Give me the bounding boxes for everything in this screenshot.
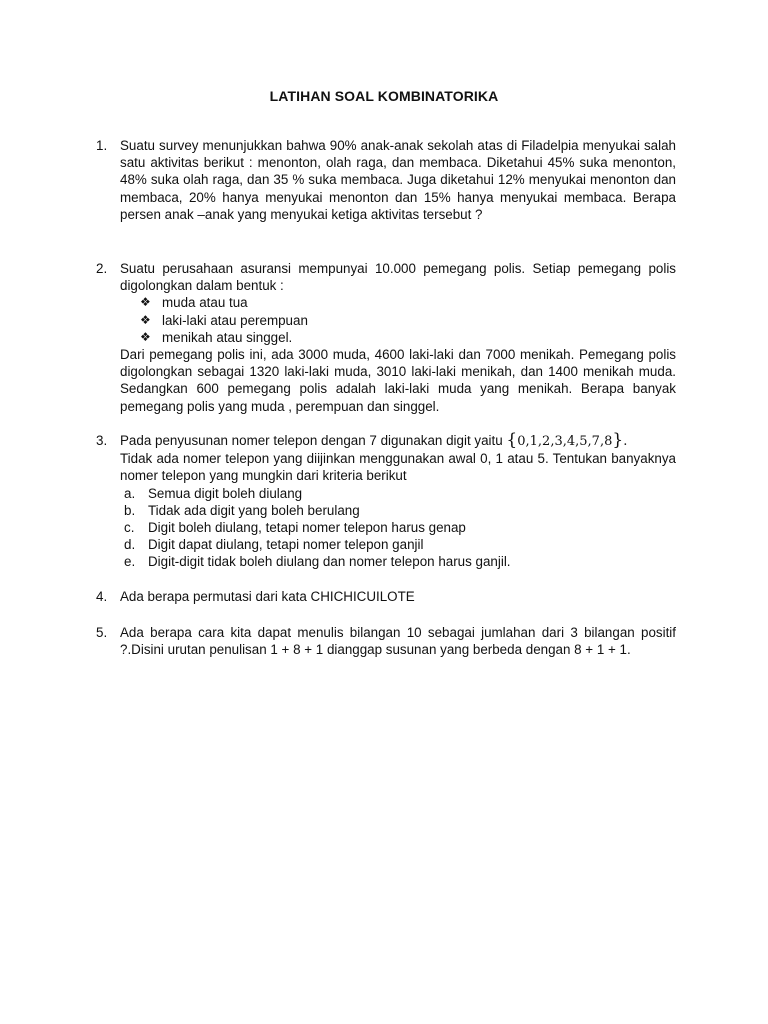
question-5 [96,624,676,658]
bullet-list [120,294,676,346]
question-number: 1. [96,138,108,153]
question-text: Dari pemegang polis ini, ada 3000 muda, 4600 laki-laki dan 7000 menikah. Pemegang polis digolongkan sebagai 1320 laki-laki muda, 3010 laki-laki menikah, dan 1400 menikah muda. Sedangkan 600 pemegang polis adalah laki-laki muda yang menikah. Berapa banyak pemegang polis yang muda , perempuan dan singgel. [120,347,676,414]
question-1 [96,137,676,223]
criteria-list [120,485,676,571]
page-title: LATIHAN SOAL KOMBINATORIKA [269,88,499,104]
list-item: b. Tidak ada digit yang boleh berulang [124,502,360,518]
question-text: Ada berapa cara kita dapat menulis bilangan 10 sebagai jumlahan dari 3 bilangan positif ?.Disini urutan penulisan 1 + 8 + 1 dianggap susunan yang berbeda dengan 8 + 1 + 1. [120,625,676,658]
question-text: Tidak ada nomer telepon yang diijinkan menggunakan awal 0, 1 atau 5. Tentukan banyaknya nomer telepon yang mungkin dari kriteria berikut [120,451,676,484]
list-item: a. Semua digit boleh diulang [124,485,303,501]
question-number: 3. [96,433,108,448]
question-number: 2. [96,261,108,276]
list-item: d. Digit dapat diulang, tetapi nomer telepon ganjil [124,537,424,553]
question-2 [96,260,676,415]
diamond-bullet-icon: ❖ [140,312,151,327]
question-text: Suatu survey menunjukkan bahwa 90% anak-anak sekolah atas di Filadelpia menyukai salah satu aktivitas berikut : menonton, olah raga, dan membaca. Diketahui 45% suka menonton, 48% suka olah raga, dan 35 % suka membaca. Juga diketahui 12% menyukai menonton dan membaca, 20% hanya menyukai menonton dan 15% hanya menyukai membaca. Berapa persen anak –anak yang menyukai ketiga aktivitas tersebut ? [120,138,676,222]
diamond-bullet-icon: ❖ [140,329,151,344]
list-item: ❖ muda atau tua [140,295,248,311]
question-intro: Pada penyusunan nomer telepon dengan 7 digunakan digit yaitu {0,1,2,3,4,5,7,8}. [120,430,628,450]
question-number: 4. [96,589,108,604]
question-4 [96,588,676,605]
question-3 [96,432,676,571]
question-number: 5. [96,625,108,640]
question-intro: Suatu perusahaan asuransi mempunyai 10.000 pemegang polis. Setiap pemegang polis digolongkan dalam bentuk : [120,261,676,294]
list-item: c. Digit boleh diulang, tetapi nomer telepon harus genap [124,520,466,536]
digit-set: {0,1,2,3,4,5,7,8}. [506,430,628,450]
list-item: ❖ menikah atau singgel. [140,329,293,345]
diamond-bullet-icon: ❖ [140,295,151,310]
list-item: e. Digit-digit tidak boleh diulang dan nomer telepon harus ganjil. [124,554,511,570]
question-text: Ada berapa permutasi dari kata CHICHICUILOTE [120,589,415,604]
list-item: ❖ laki-laki atau perempuan [140,312,308,328]
